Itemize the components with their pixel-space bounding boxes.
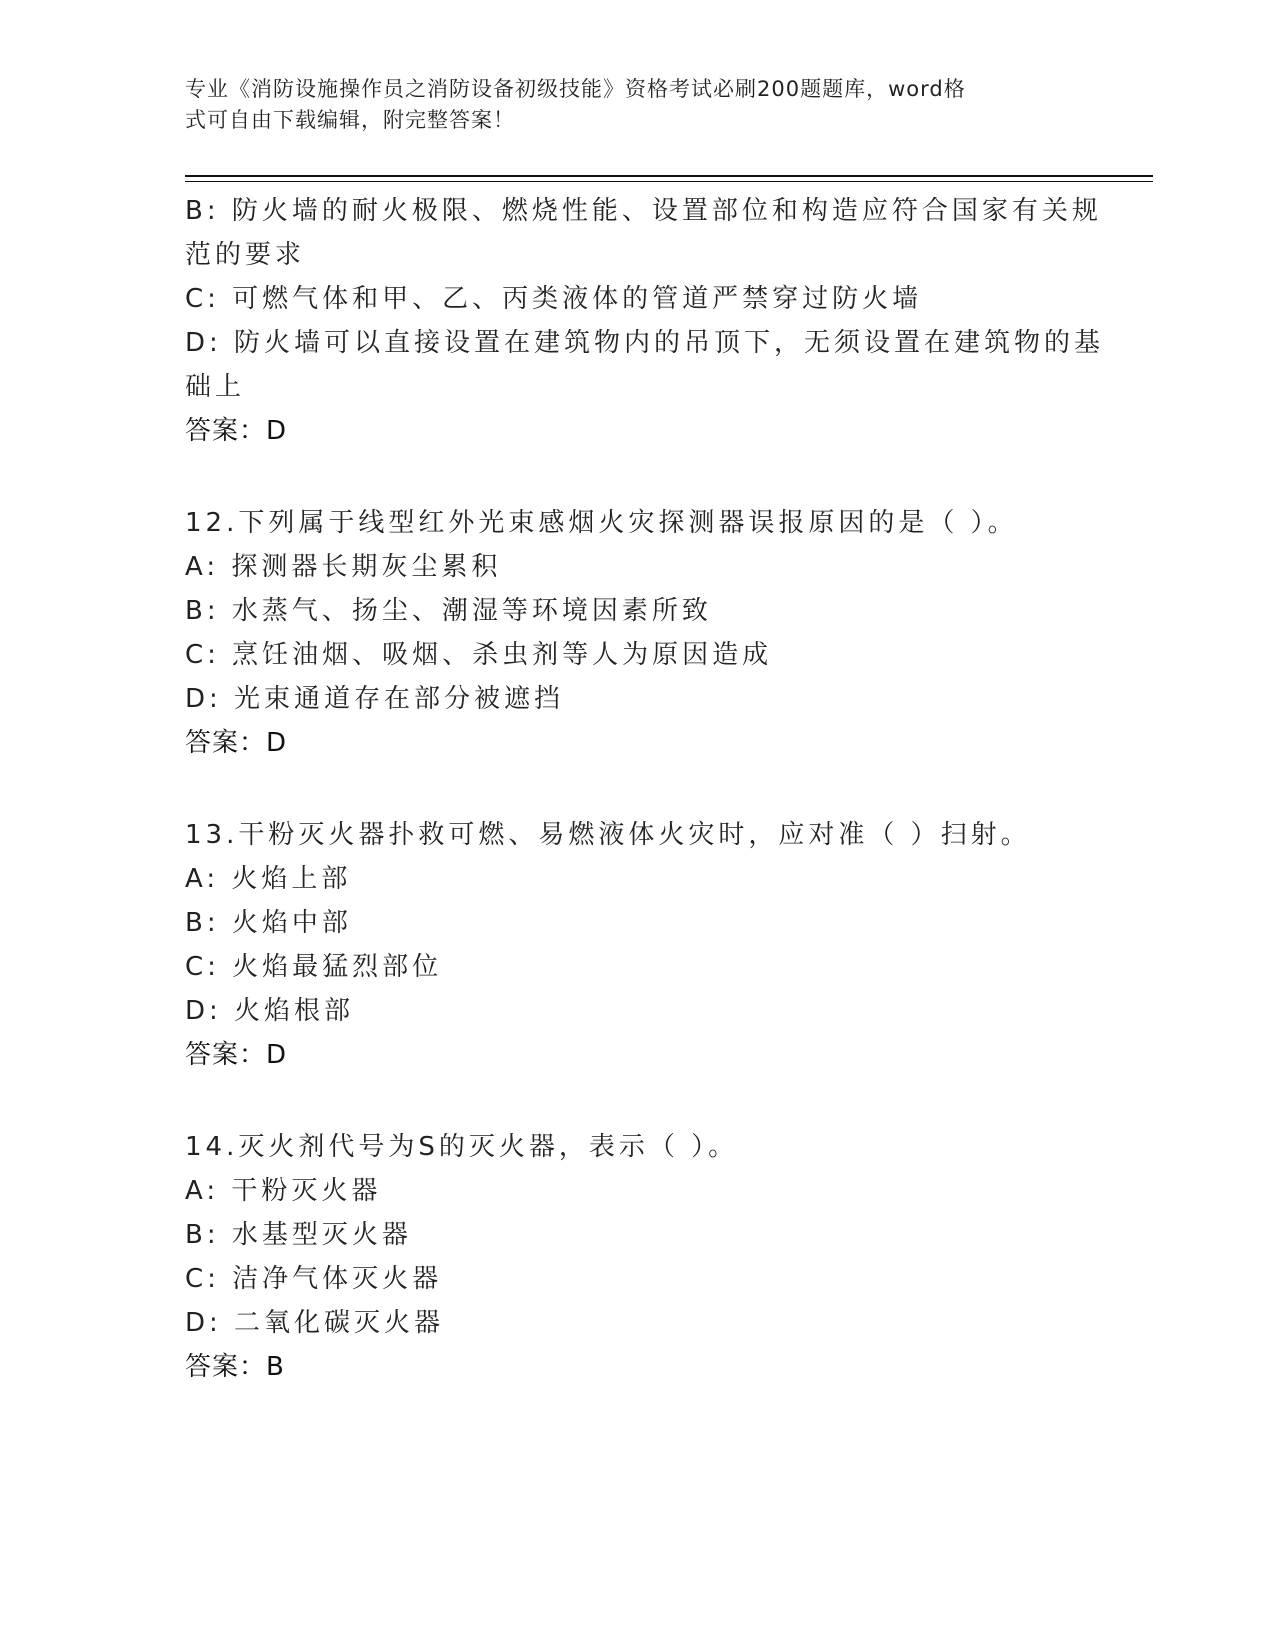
option-b: B: 水蒸气、扬尘、潮湿等环境因素所致 [185,596,712,626]
option-d: D: 二氧化碳灭火器 [185,1308,445,1338]
question-14 [185,1125,1085,1389]
option-a: A: 干粉灭火器 [185,1176,382,1206]
option-c: C: 火焰最猛烈部位 [185,952,443,982]
option-d: D: 火焰根部 [185,996,355,1026]
document-header [185,74,1065,136]
option-b-line-2: 范的要求 [185,240,306,270]
answer: 答案：D [185,728,288,758]
question-11-fragment [185,189,1105,453]
answer: 答案：D [185,1040,288,1070]
question-stem: 14.灭火剂代号为S的灭火器，表示（ ）。 [185,1132,739,1162]
document-body [185,189,1105,1389]
header-line-1: 专业《消防设施操作员之消防设备初级技能》资格考试必刷200题题库，word格 [185,77,966,101]
option-c: C: 可燃气体和甲、乙、丙类液体的管道严禁穿过防火墙 [185,284,923,314]
header-line-2: 式可自由下载编辑，附完整答案！ [185,108,515,132]
header-divider-thick [185,175,1153,177]
question-stem: 13.干粉灭火器扑救可燃、易燃液体火灾时，应对准（ ）扫射。 [185,820,1031,850]
option-c: C: 烹饪油烟、吸烟、杀虫剂等人为原因造成 [185,640,773,670]
option-b: B: 火焰中部 [185,908,352,938]
option-d: D: 光束通道存在部分被遮挡 [185,684,565,714]
option-d-line-1: D: 防火墙可以直接设置在建筑物内的吊顶下，无须设置在建筑物的基 [185,328,1105,358]
answer: 答案：D [185,416,288,446]
option-c: C: 洁净气体灭火器 [185,1264,443,1294]
option-b-line-1: B: 防火墙的耐火极限、燃烧性能、设置部位和构造应符合国家有关规 [185,196,1102,226]
question-stem: 12.下列属于线型红外光束感烟火灾探测器误报原因的是（ ）。 [185,508,1018,538]
option-a: A: 探测器长期灰尘累积 [185,552,502,582]
option-a: A: 火焰上部 [185,864,352,894]
question-12 [185,501,1085,765]
question-13 [185,813,1085,1077]
header-divider-thin [185,181,1153,182]
answer: 答案：B [185,1352,285,1382]
option-d-line-2: 础上 [185,372,246,402]
option-b: B: 水基型灭火器 [185,1220,412,1250]
